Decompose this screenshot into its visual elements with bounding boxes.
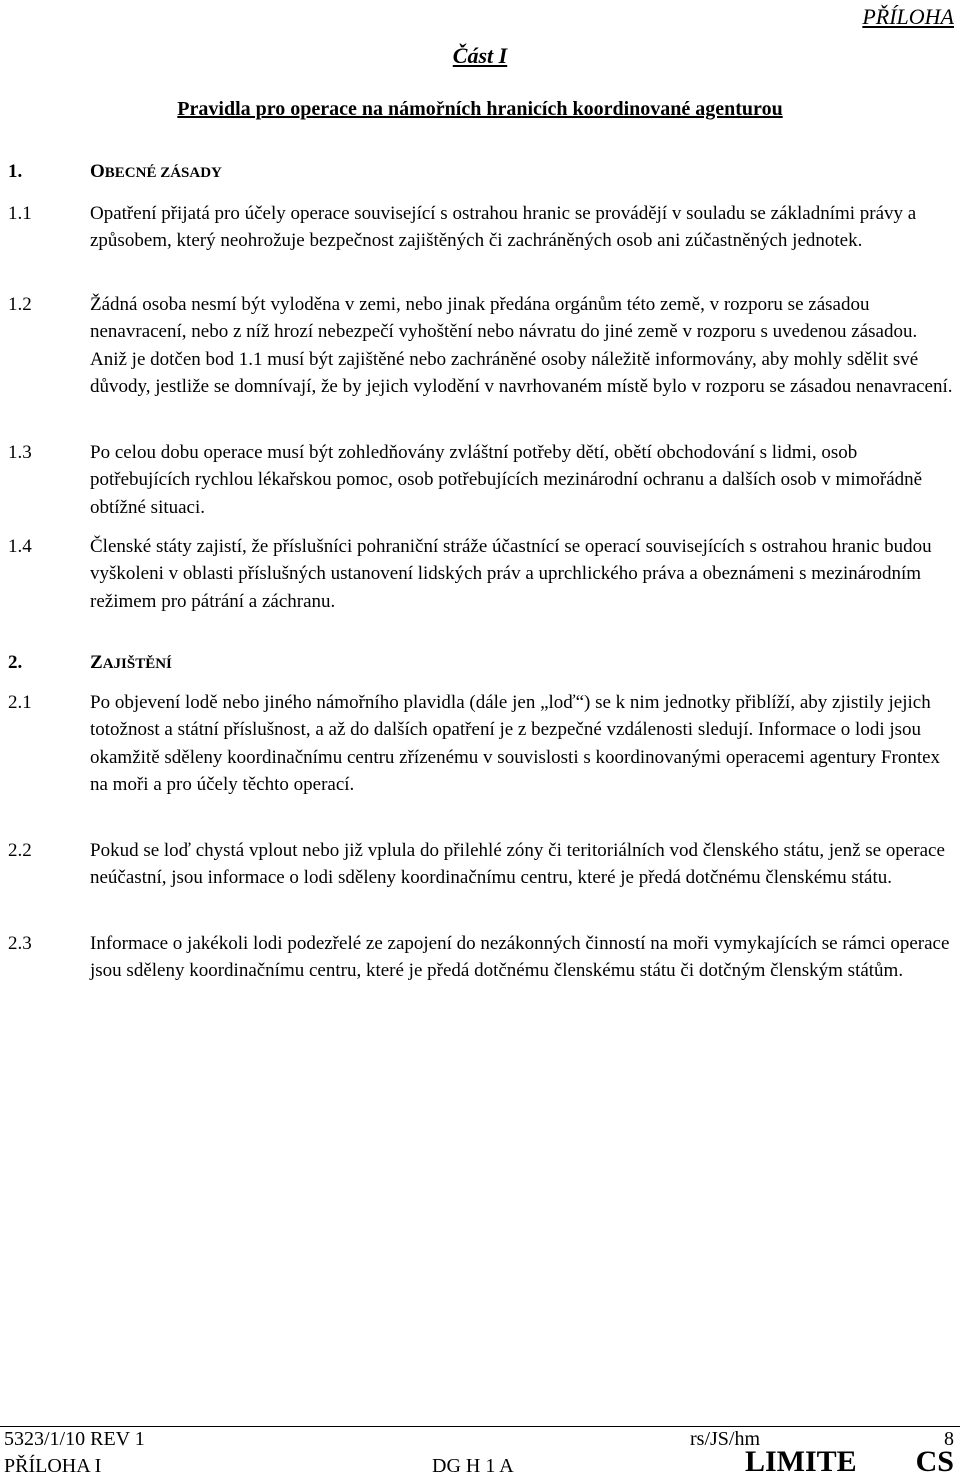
paragraph-text: Po celou dobu operace musí být zohledňovány zvláštní potřeby dětí, obětí obchodování s lidmi, osob potřebujících rychlou lékařskou pomoc, osob potřebujících mezinárodní ochranu a dalších osob v mimořádně obtížné situaci. [90,442,923,518]
annex-label: PŘÍLOHA [862,4,954,29]
paragraph-text: Pokud se loď chystá vplout nebo již vplula do přilehlé zóny či teritoriálních vod členského státu, jenž se operace neúčastní, jsou informace o lodi sděleny koordinačnímu centru, které je předá dotčnému členskému státu. [90,840,945,889]
section-title-rest: AJIŠTĚNÍ [102,656,172,672]
section-heading [8,161,222,183]
paragraph [8,200,954,255]
paragraph-text: Opatření přijatá pro účely operace související s ostrahou hranic se provádějí v souladu se základními právy a způsobem, který neohrožuje bezpečnost zajištěných či zachráněných osob ani zúčastněných jednotek. [90,203,917,252]
paragraph-number: 2.2 [8,840,32,861]
footer-annex: PŘÍLOHA I [4,1455,102,1477]
paragraph-number: 1.4 [8,536,32,557]
paragraph [8,930,954,985]
paragraph-text: Informace o jakékoli lodi podezřelé ze zapojení do nezákonných činností na moři vymykajících se rámci operace jsou sděleny koordinačnímu centru, které je předá dotčnému členskému státu či dotčným členským státům. [90,933,950,982]
section-heading [8,652,172,674]
document-title: Pravidla pro operace na námořních hranicích koordinované agenturou [177,98,783,120]
footer-rule [0,1426,960,1427]
paragraph-number: 2.1 [8,692,32,713]
paragraph-text: Po objevení lodě nebo jiného námořního plavidla (dále jen „loď“) se k nim jednotky přiblíží, aby zjistily jejich totožnost a státní příslušnost, a až do dalších opatření je z bezpečné vzdálenosti sledují. Informace o lodi jsou okamžitě sděleny koordinačnímu centru zřízenému v souvislosti s koordinovanými operacemi agentury Frontex na moři a pro účely těchto operací. [90,692,941,795]
section-title-rest: BECNÉ ZÁSADY [104,165,222,181]
section-number: 1. [8,161,23,182]
footer-dg: DG H 1 A [432,1455,514,1477]
section-number: 2. [8,652,23,673]
footer-classification: LIMITE [745,1445,857,1478]
footer-initials: rs/JS/hm [690,1428,761,1450]
paragraph-number: 2.3 [8,933,32,954]
paragraph-text: Členské státy zajistí, že příslušníci pohraniční stráže účastnící se operací souvisejících s ostrahou hranic budou vyškoleni v oblasti příslušných ustanovení lidských práv a uprchlického práva a obeznámeni s mezinárodním režimem pro pátrání a záchranu. [90,536,932,612]
paragraph [8,689,954,798]
footer-language: CS [915,1445,954,1478]
paragraph [8,837,954,892]
part-title: Část I [452,43,508,68]
section-title-initial: O [90,161,105,182]
paragraph-number: 1.2 [8,294,32,315]
paragraph [8,439,954,521]
paragraph [8,533,954,615]
footer-page-number: 8 [944,1428,954,1450]
paragraph-text: Žádná osoba nesmí být vyloděna v zemi, nebo jinak předána orgánům této země, v rozporu se zásadou nenavracení, nebo z níž hrozí nebezpečí vyhoštění nebo návratu do jiné země v rozporu s uvedenou zásadou. Aniž je dotčen bod 1.1 musí být zajištěné nebo zachráněné osoby náležitě informovány, aby mohly sdělit své důvody, jestliže se domnívají, že by jejich vylodění v navrhovaném místě bylo v rozporu se zásadou nenavracení. [90,294,953,397]
section-title-initial: Z [90,652,103,673]
footer-doc-ref: 5323/1/10 REV 1 [4,1428,145,1450]
paragraph-number: 1.1 [8,203,32,224]
paragraph-number: 1.3 [8,442,32,463]
paragraph [8,291,954,400]
